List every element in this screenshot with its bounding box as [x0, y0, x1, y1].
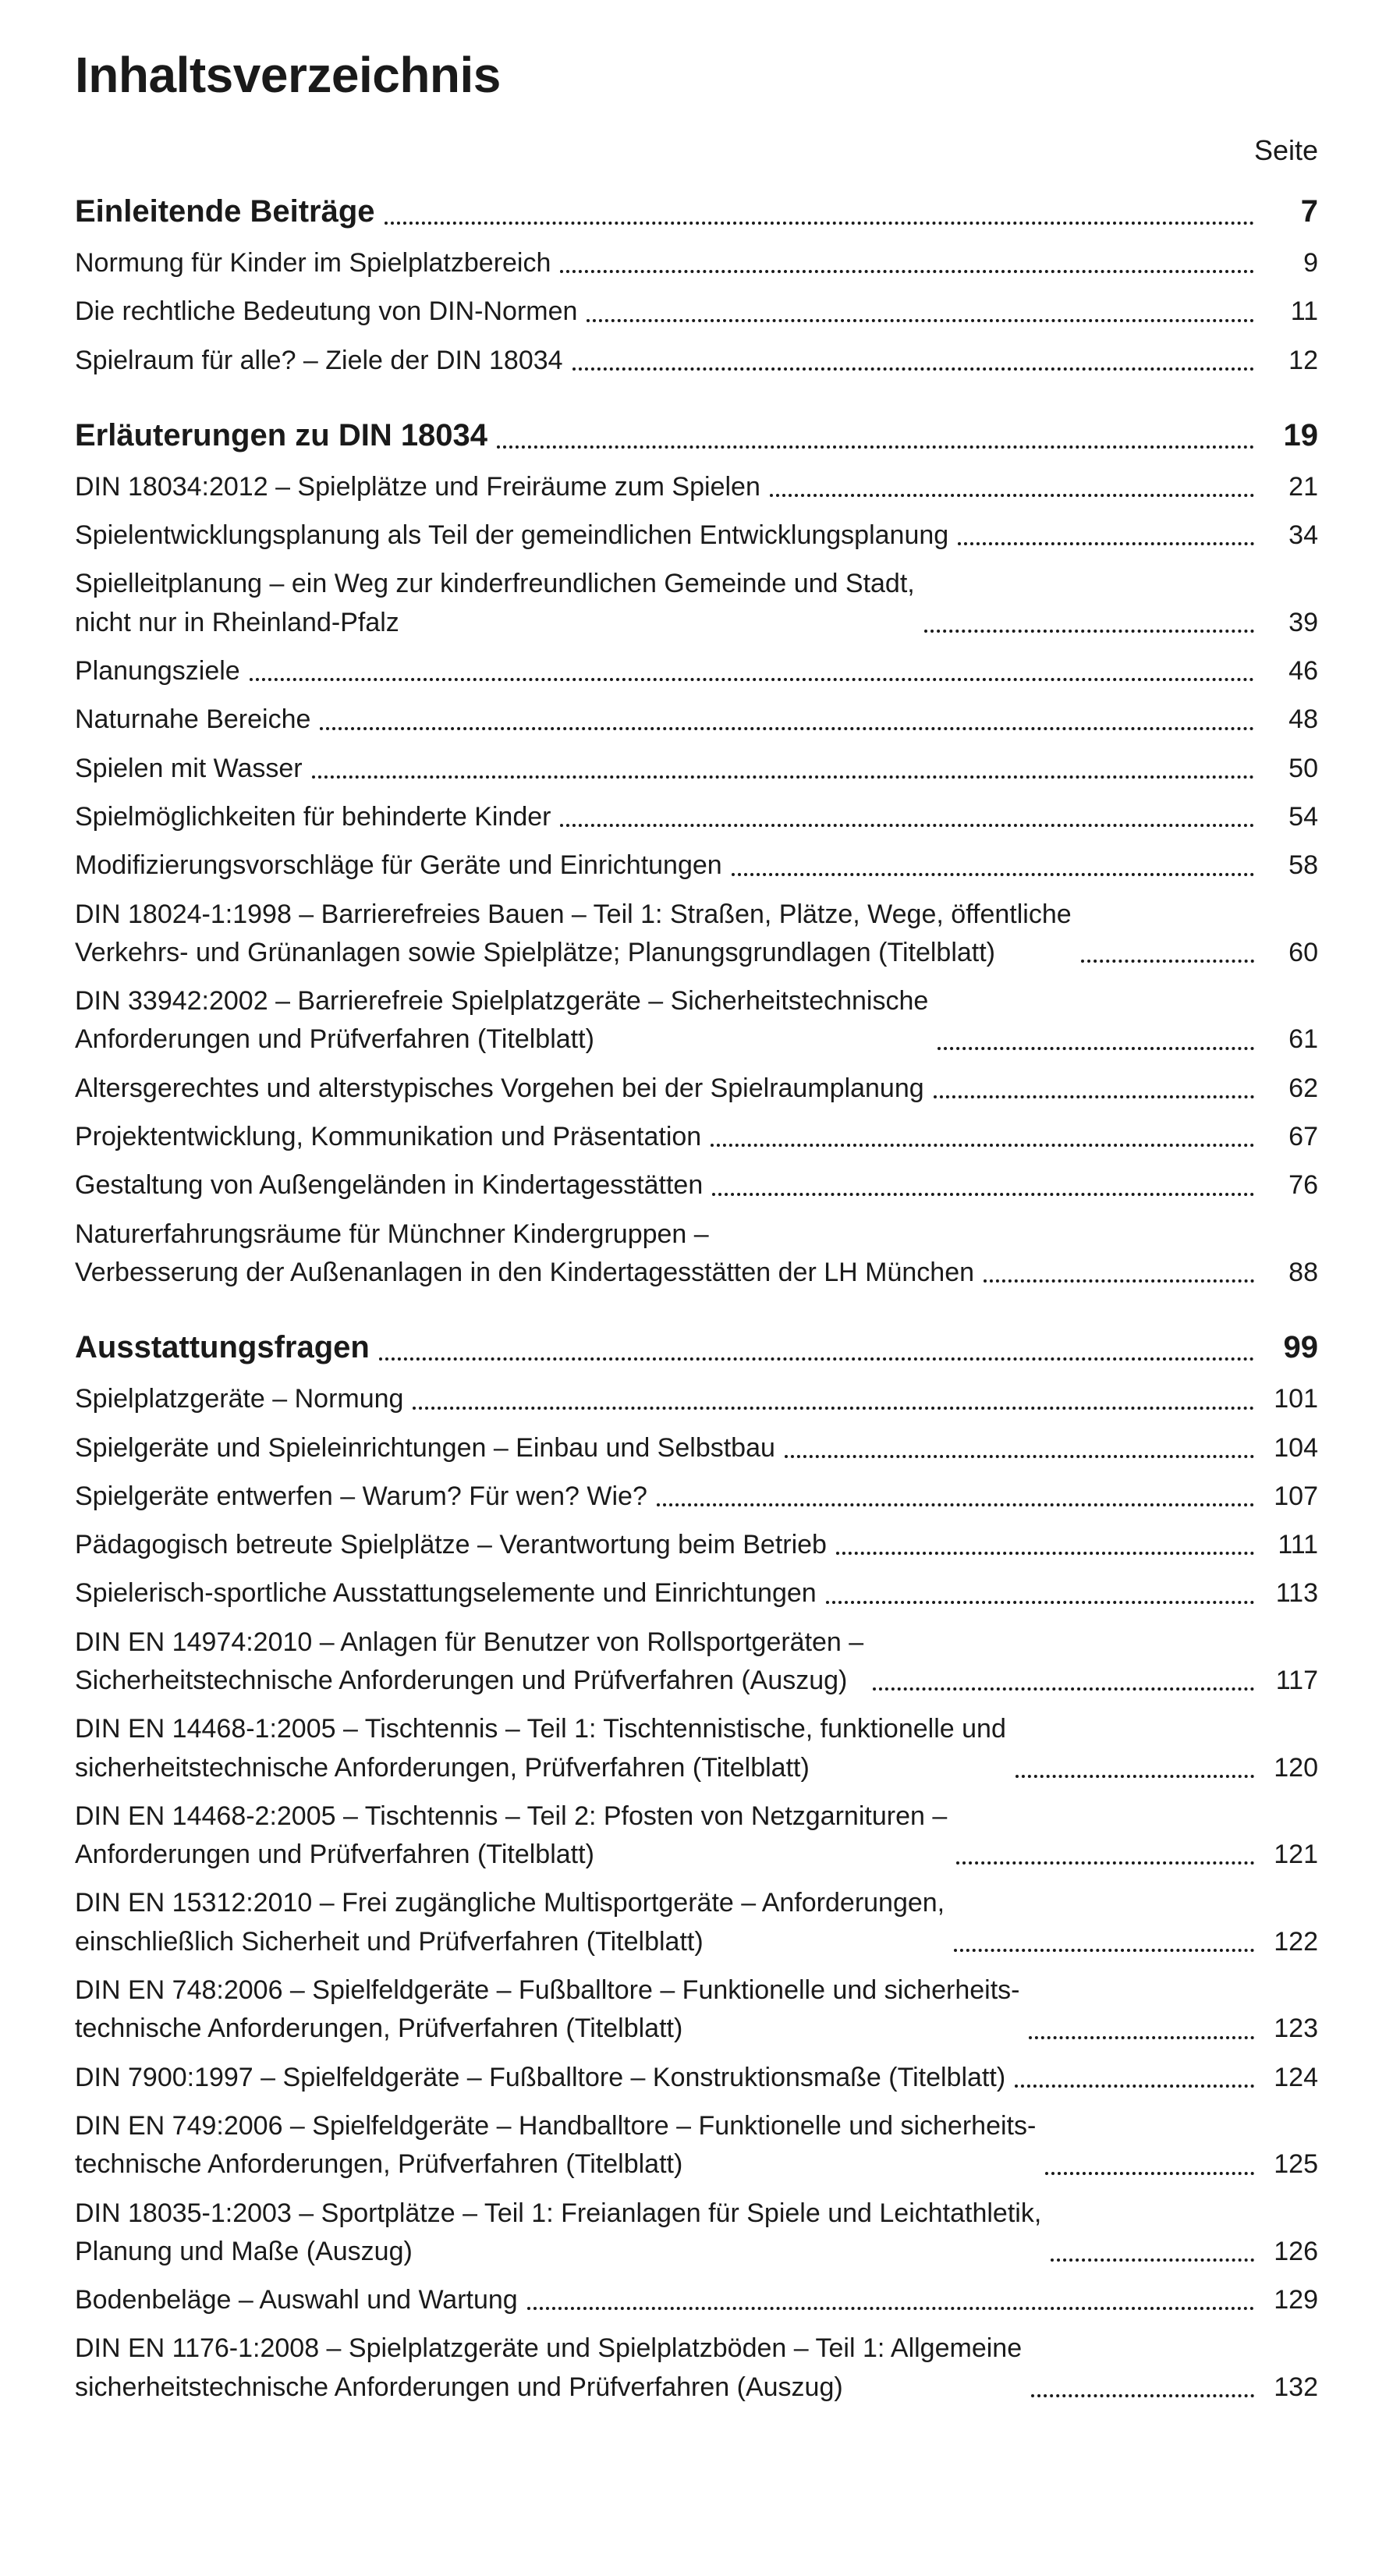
dot-leader [924, 630, 1254, 633]
toc-entry [75, 342, 1318, 380]
toc-entry [75, 2329, 1318, 2407]
dot-leader [1029, 2036, 1254, 2039]
toc-entry-page: 101 [1274, 1384, 1318, 1414]
dot-leader [560, 824, 1254, 827]
dot-leader [250, 678, 1254, 681]
section-heading [75, 413, 1318, 458]
toc-entry-title: DIN EN 1176-1:2008 – Spielplatzgeräte und Spielplatzböden – Teil 1: Allgemeine sicherheitstechnische Anforderungen und Prüfverfahren (Auszug) [75, 2333, 1023, 2402]
toc-entry-page: 9 [1303, 247, 1318, 278]
toc-section [75, 413, 1318, 1292]
dot-leader [938, 1047, 1254, 1050]
dot-leader [1016, 1775, 1254, 1778]
toc-entry [75, 468, 1318, 506]
toc-entry-title: Naturerfahrungsräume für Münchner Kindergruppen – Verbesserung der Außenanlagen in den Kindertagesstätten der LH München [75, 1219, 975, 1287]
toc-entry-title: Planungsziele [75, 656, 240, 687]
toc-entry-title: Altersgerechtes und alterstypisches Vorgehen bei der Spielraumplanung [75, 1073, 924, 1103]
dot-leader [527, 2307, 1254, 2310]
toc-entry-title: DIN EN 748:2006 – Spielfeldgeräte – Fußballtore – Funktionelle und sicherheits- technische Anforderungen, Prüfverfahren (Titelblatt) [75, 1975, 1020, 2044]
toc-entry-title: Modifizierungsvorschläge für Geräte und Einrichtungen [75, 850, 722, 881]
dot-leader [379, 1357, 1254, 1361]
toc-entry-page: 126 [1274, 2236, 1318, 2266]
section-heading [75, 189, 1318, 234]
toc-entry-title: Pädagogisch betreute Spielplätze – Verantwortung beim Betrieb [75, 1530, 827, 1560]
dot-leader [320, 727, 1254, 730]
toc-entry [75, 896, 1318, 973]
toc-entry-page: 48 [1288, 704, 1318, 735]
toc-entry-page: 113 [1275, 1578, 1318, 1609]
toc-entry [75, 293, 1318, 331]
toc-entry-page: 132 [1274, 2372, 1318, 2402]
dot-leader [1045, 2172, 1254, 2175]
toc-entry [75, 846, 1318, 885]
toc-entry-title: Spielraum für alle? – Ziele der DIN 18034 [75, 345, 563, 375]
toc-entry [75, 652, 1318, 690]
toc-entry-title: Projektentwicklung, Kommunikation und Präsentation [75, 1122, 702, 1152]
section-heading-title: Ausstattungsfragen [75, 1330, 370, 1365]
toc-entry [75, 798, 1318, 836]
toc-entry-page: 125 [1274, 2149, 1318, 2180]
toc-entry-title: DIN 18035-1:2003 – Sportplätze – Teil 1: Freianlagen für Spiele und Leichtathletik, Planung und Maße (Auszug) [75, 2198, 1042, 2266]
dot-leader [587, 319, 1254, 322]
toc-entry-page: 122 [1274, 1926, 1318, 1957]
toc-entry [75, 1118, 1318, 1156]
toc-entry-page: 124 [1274, 2062, 1318, 2092]
dot-leader [984, 1279, 1254, 1283]
toc-entry [75, 1884, 1318, 1961]
toc-entry-page: 117 [1275, 1666, 1318, 1695]
section-heading-title: Erläuterungen zu DIN 18034 [75, 417, 488, 452]
toc-entry-page: 34 [1288, 520, 1318, 551]
toc-entry [75, 1797, 1318, 1875]
toc-entry-page: 121 [1274, 1840, 1318, 1870]
toc-entry-page: 76 [1288, 1170, 1318, 1201]
dot-leader [560, 270, 1254, 273]
toc-page [75, 45, 1318, 2407]
dot-leader [958, 542, 1254, 545]
toc-entry-title: Spielen mit Wasser [75, 753, 303, 783]
toc-entry-title: Spielleitplanung – ein Weg zur kinderfreundlichen Gemeinde und Stadt, nicht nur in Rheinland-Pfalz [75, 569, 915, 637]
toc-entry [75, 1574, 1318, 1613]
dot-leader [1015, 2085, 1254, 2088]
toc-entry-title: Normung für Kinder im Spielplatzbereich [75, 247, 551, 278]
toc-entry [75, 1526, 1318, 1564]
dot-leader [732, 873, 1254, 876]
toc-entry [75, 1478, 1318, 1516]
toc-entry-page: 104 [1274, 1432, 1318, 1463]
toc-section [75, 1325, 1318, 2407]
dot-leader [826, 1601, 1254, 1604]
toc-entry-title: Spielgeräte entwerfen – Warum? Für wen? Wie? [75, 1481, 647, 1511]
toc-list [75, 189, 1318, 2407]
toc-entry-title: Spielplatzgeräte – Normung [75, 1384, 404, 1414]
toc-entry-page: 11 [1290, 296, 1318, 327]
toc-entry-title: DIN EN 749:2006 – Spielfeldgeräte – Handballtore – Funktionelle und sicherheits- technische Anforderungen, Prüfverfahren (Titelblatt) [75, 2110, 1037, 2180]
dot-leader [712, 1193, 1254, 1196]
toc-entry [75, 1070, 1318, 1108]
toc-entry-page: 107 [1274, 1481, 1318, 1511]
toc-entry-page: 67 [1288, 1122, 1318, 1152]
dot-leader [934, 1095, 1254, 1098]
dot-leader [657, 1503, 1254, 1506]
toc-entry-title: DIN 18034:2012 – Spielplätze und Freiräume zum Spielen [75, 471, 760, 502]
dot-leader [312, 775, 1254, 779]
toc-entry-page: 129 [1274, 2285, 1318, 2315]
toc-entry-title: Die rechtliche Bedeutung von DIN-Normen [75, 296, 578, 327]
toc-entry-page: 39 [1288, 607, 1318, 637]
dot-leader [873, 1687, 1254, 1691]
toc-entry [75, 701, 1318, 739]
page-title: Inhaltsverzeichnis [75, 47, 501, 103]
toc-entry-page: 60 [1288, 937, 1318, 967]
toc-entry-page: 111 [1278, 1530, 1318, 1560]
toc-entry [75, 1380, 1318, 1418]
toc-entry [75, 1429, 1318, 1467]
toc-entry-title: Spielerisch-sportliche Ausstattungselemente und Einrichtungen [75, 1578, 817, 1609]
dot-leader [1051, 2258, 1254, 2262]
toc-entry [75, 1623, 1318, 1701]
toc-entry [75, 1710, 1318, 1787]
section-heading [75, 1325, 1318, 1370]
dot-leader [956, 1861, 1254, 1865]
dot-leader [413, 1407, 1254, 1410]
toc-entry-title: Spielentwicklungsplanung als Teil der gemeindlichen Entwicklungsplanung [75, 520, 949, 551]
dot-leader [497, 445, 1254, 449]
section-heading-page: 99 [1283, 1330, 1318, 1365]
toc-entry-title: DIN EN 15312:2010 – Frei zugängliche Multisportgeräte – Anforderungen, einschließlich Sicherheit und Prüfverfahren (Titelblatt) [75, 1888, 945, 1957]
toc-entry [75, 750, 1318, 788]
toc-entry [75, 244, 1318, 282]
section-heading-page: 19 [1283, 417, 1318, 452]
toc-entry-title: Spielmöglichkeiten für behinderte Kinder [75, 801, 551, 832]
toc-entry-page: 58 [1288, 850, 1318, 881]
dot-leader [836, 1552, 1254, 1555]
toc-entry-title: DIN EN 14974:2010 – Anlagen für Benutzer von Rollsportgeräten – Sicherheitstechnische Anforderungen und Prüfverfahren (Auszug) [75, 1627, 864, 1695]
toc-entry-page: 88 [1288, 1257, 1318, 1287]
dot-leader [385, 222, 1254, 225]
toc-entry-title: Naturnahe Bereiche [75, 704, 311, 735]
toc-entry-title: DIN 18024-1:1998 – Barrierefreies Bauen – Teil 1: Straßen, Plätze, Wege, öffentliche Verkehrs- und Grünanlagen sowie Spielplätze; Planungsgrundlagen (Titelblatt) [75, 899, 1072, 967]
dot-leader [785, 1455, 1254, 1458]
toc-entry [75, 2107, 1318, 2184]
section-heading-page: 7 [1300, 193, 1318, 229]
toc-entry-title: DIN 33942:2002 – Barrierefreie Spielplatzgeräte – Sicherheitstechnische Anforderungen und Prüfverfahren (Titelblatt) [75, 986, 929, 1055]
toc-entry-page: 120 [1274, 1752, 1318, 1783]
dot-leader [572, 367, 1254, 371]
toc-entry [75, 1971, 1318, 2049]
toc-entry [75, 1166, 1318, 1205]
toc-entry-title: Spielgeräte und Spieleinrichtungen – Einbau und Selbstbau [75, 1432, 775, 1463]
toc-entry-page: 61 [1288, 1024, 1318, 1055]
dot-leader [711, 1144, 1254, 1147]
toc-entry-title: Gestaltung von Außengeländen in Kindertagesstätten [75, 1170, 704, 1201]
toc-entry-page: 50 [1288, 753, 1318, 783]
toc-entry-page: 54 [1288, 801, 1318, 832]
toc-entry [75, 2059, 1318, 2097]
toc-entry-page: 123 [1274, 2014, 1318, 2044]
toc-entry-page: 46 [1288, 656, 1318, 687]
dot-leader [1031, 2394, 1254, 2397]
page-column-label: Seite [1253, 133, 1318, 166]
toc-entry-page: 21 [1288, 471, 1318, 502]
toc-entry-page: 62 [1288, 1073, 1318, 1103]
toc-entry [75, 2195, 1318, 2272]
dot-leader [770, 494, 1254, 497]
dot-leader [1081, 960, 1254, 963]
toc-section [75, 189, 1318, 380]
toc-entry-title: DIN 7900:1997 – Spielfeldgeräte – Fußballtore – Konstruktionsmaße (Titelblatt) [75, 2062, 1006, 2092]
section-heading-title: Einleitende Beiträge [75, 193, 375, 229]
toc-entry-title: DIN EN 14468-2:2005 – Tischtennis – Teil 2: Pfosten von Netzgarnituren – Anforderungen und Prüfverfahren (Titelblatt) [75, 1801, 948, 1870]
toc-entry-title: Bodenbeläge – Auswahl und Wartung [75, 2285, 518, 2315]
toc-entry-page: 12 [1288, 345, 1318, 375]
toc-entry-title: DIN EN 14468-1:2005 – Tischtennis – Teil 1: Tischtennistische, funktionelle und sicherheitstechnische Anforderungen, Prüfverfahren (Titelblatt) [75, 1714, 1006, 1783]
toc-entry [75, 565, 1318, 642]
toc-entry [75, 516, 1318, 555]
toc-entry [75, 2281, 1318, 2319]
dot-leader [954, 1949, 1254, 1952]
toc-entry [75, 982, 1318, 1059]
toc-entry [75, 1215, 1318, 1293]
